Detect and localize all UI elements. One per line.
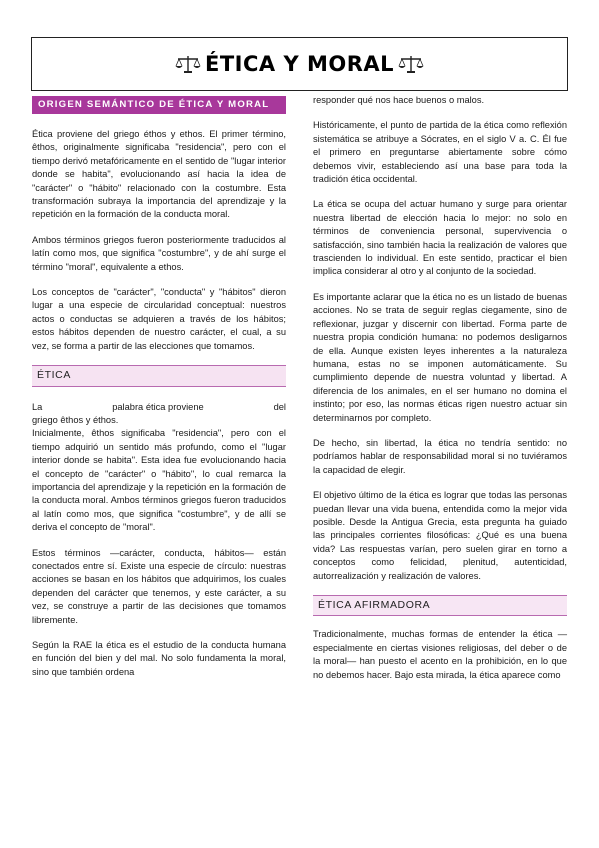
paragraph: Históricamente, el punto de partida de la ética como reflexión sistemática se atribuye a Sócrates, en el siglo V a. C. Él fue el primero en preguntarse abiertamente sobre cómo debemos vivir, estableciendo así una base para toda la tradición ética occidental. (313, 120, 567, 185)
paragraph: Estos términos —carácter, conducta, hábitos— están conectados entre sí. Existe una especie de círculo: nuestras acciones se basan en los hábitos que adquirimos, los cuales dependen del carácter que tenemos, y este carácter, a su vez, se construye a partir de las decisiones que tomamos libremente. (32, 547, 286, 625)
page-title: ÉTICA Y MORAL (204, 52, 395, 76)
paragraph: Ambos términos griegos fueron posteriormente traducidos al latín como mos, que significa "costumbre", y de ahí surge el término "moral", equivalente a ethos. (32, 234, 286, 272)
paragraph: La ética se ocupa del actuar humano y surge para orientar nuestra libertad de elección hacia lo mejor: no solo en términos de conveniencia personal, supervivencia o satisfacción, sino también hacia la realización de valores que trascienden lo individual. En este sentido, practicar el bien implica considerar al otro y al conjunto de la sociedad. (313, 199, 567, 277)
paragraph: Ética proviene del griego éthos y ethos. El primer término, êthos, originalmente significaba "residencia", pero con el tiempo derivó metafóricamente en el sentido de "lugar interior donde se habita", evolucionando así hacia la idea de "carácter" o "hábito" relacionado con la costumbre. Esta transformación subraya la importancia del aprendizaje y la repetición en la formación de la conducta moral. (32, 129, 286, 220)
paragraph-first-line: La palabra ética proviene del (32, 401, 286, 412)
paragraph: El objetivo último de la ética es lograr que todas las personas puedan llevar una vida buena, entendida como la mejor vida posible. Desde la Antigua Grecia, esta pregunta ha guiado las principales corrientes filosóficas: ¿Qué es una buena vida? Las respuestas varían, pero suelen girar en torno a conceptos como felicidad, plenitud, autenticidad, autorrealización y realización de valores. (313, 490, 567, 581)
left-column (32, 96, 286, 691)
balance-scale-icon (175, 54, 201, 74)
section-heading-etica-afirmadora: ÉTICA AFIRMADORA (313, 595, 567, 616)
paragraph: La palabra ética proviene del griego êthos y éthos. Inicialmente, êthos significaba "residencia", pero con el tiempo adquirió un sentido más profundo, como el "lugar interior donde se habita". Esta idea fue evolucionando hacia el concepto de "carácter" o "hábito", lo cual remarca la importancia del aprendizaje y la repetición en la formación de la conducta moral. Ambos términos griegos fueron traducidos al latín como mos, que significa "costumbre", y de allí se deriva el concepto de "moral". (32, 401, 286, 533)
balance-scale-icon (398, 54, 424, 74)
paragraph: De hecho, sin libertad, la ética no tendría sentido: no podríamos hablar de responsabilidad moral si no tuviéramos la capacidad de elegir. (313, 437, 567, 475)
paragraph: Es importante aclarar que la ética no es un listado de buenas acciones. No se trata de seguir reglas ciegamente, sino de reflexionar, juzgar y discernir con libertad. Forma parte de nuestra propia condición humana: no podemos desligarnos de ella. Aunque existen leyes inherentes a la naturaleza humana, estas no se imponen automáticamente. Su cumplimiento depende de nuestra voluntad y libertad. A diferencia de los animales, en el ser humano no domina el instinto; por eso, las normas éticas rigen nuestro actuar sin determinarnos por completo. (313, 291, 567, 423)
section-heading-etica: ÉTICA (32, 365, 286, 386)
paragraph: Tradicionalmente, muchas formas de entender la ética —especialmente en ciertas visiones religiosas, del deber o de la moral— han puesto el acento en la prohibición, en lo que no debemos hacer. Bajo esta mirada, la ética aparece como (313, 629, 567, 680)
paragraph: Según la RAE la ética es el estudio de la conducta humana en función del bien y del mal. No solo fundamenta la moral, sino que también ordena (32, 640, 286, 677)
title-box (31, 37, 568, 91)
paragraph: Los conceptos de "carácter", "conducta" y "hábitos" dieron lugar a una especie de circularidad conceptual: nuestros actos o conductas se adquieren a través de los hábitos; estos hábitos dependen de nuestro carácter, el cual, a su vez, se forma a partir de las elecciones que tomamos. (32, 287, 286, 351)
paragraph: responder qué nos hace buenos o malos. (313, 95, 485, 105)
right-column (313, 94, 567, 694)
section-heading-origen: ORIGEN SEMÁNTICO DE ÉTICA Y MORAL (32, 96, 286, 114)
